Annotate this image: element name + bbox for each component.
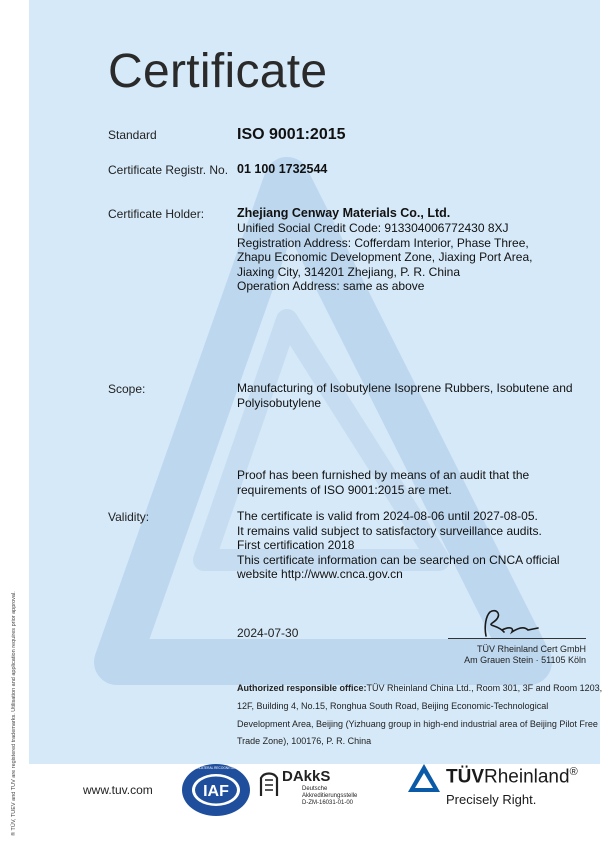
scope-label: Scope:	[108, 382, 146, 396]
brand-reg: ®	[569, 766, 578, 778]
dakks-line: Deutsche	[302, 786, 328, 792]
issuer-block	[448, 644, 586, 666]
authorized-office	[237, 680, 602, 751]
signature-line	[448, 638, 586, 639]
holder-line: Operation Address: same as above	[237, 279, 425, 294]
dakks-logo	[258, 764, 368, 816]
registration-number: 01 100 1732544	[237, 162, 328, 176]
dakks-text	[302, 786, 357, 807]
validity-line: It remains valid subject to satisfactory surveillance audits.	[237, 523, 542, 538]
holder-line: Jiaxing City, 314201 Zhejiang, P. R. China	[237, 264, 461, 279]
brand-name-bold: TÜV	[446, 766, 484, 788]
scope-line: Manufacturing of Isobutylene Isoprene Rubbers, Isobutene and	[237, 381, 573, 395]
trademark-note: ® TÜV, TUEV and TUV are registered trademarks. Utilisation and application requires prior approval.	[11, 591, 17, 836]
authorized-label: Authorized responsible office:	[237, 683, 367, 693]
authorized-line: TÜV Rheinland China Ltd., Room 301, 3F and Room 1203,	[366, 683, 602, 693]
scope-text	[237, 381, 573, 410]
dakks-line: Akkreditierungsstelle	[302, 793, 358, 799]
validity-line: First certification 2018	[237, 538, 355, 553]
standard-value: ISO 9001:2015	[237, 126, 346, 143]
validity-line: The certificate is valid from 2024-08-06 until 2027-08-05.	[237, 509, 538, 523]
iaf-text: IAF	[203, 783, 229, 800]
standard-label: Standard	[108, 128, 157, 142]
validity-label: Validity:	[108, 510, 150, 524]
brand-tagline: Precisely Right.	[446, 792, 537, 807]
holder-line: Unified Social Credit Code: 913304006772430 8XJ	[237, 221, 509, 235]
dakks-code: D-ZM-16031-01-00	[302, 800, 354, 806]
issue-date: 2024-07-30	[237, 626, 299, 640]
issuer-address: Am Grauen Stein · 51105 Köln	[464, 655, 586, 665]
issuer-name: TÜV Rheinland Cert GmbH	[476, 644, 586, 654]
holder-line: Zhapu Economic Development Zone, Jiaxing Port Area,	[237, 250, 533, 265]
scope-line: Polyisobutylene	[237, 395, 322, 410]
holder-details	[237, 221, 533, 294]
iaf-mark-icon	[169, 760, 263, 820]
dakks-eagle-icon	[258, 768, 280, 798]
iaf-ring-text: MEMBER OF MULTILATERAL RECOGNITION ARRANGEMENT	[169, 766, 263, 770]
proof-text	[237, 468, 529, 497]
iaf-logo	[169, 760, 263, 820]
validity-text	[237, 509, 560, 582]
validity-line: This certificate information can be searched on CNCA official	[237, 552, 560, 567]
registration-label: Certificate Registr. No.	[108, 163, 229, 177]
holder-name: Zhejiang Cenway Materials Co., Ltd.	[237, 206, 451, 220]
authorized-line: 12F, Building 4, No.15, Ronghua South Road, Beijing Economic-Technological	[237, 700, 549, 711]
brand-name-rest: Rheinland	[484, 766, 570, 788]
brand-name	[446, 766, 578, 788]
authorized-line: Development Area, Beijing (Yizhuang group in high-end industrial area of Beijing Pilot Free	[237, 718, 598, 729]
holder-line: Registration Address: Cofferdam Interior, Phase Three,	[237, 235, 529, 250]
validity-line: website http://www.cnca.gov.cn	[237, 567, 403, 582]
signature	[472, 606, 544, 640]
authorized-line: Trade Zone), 100176, P. R. China	[237, 736, 372, 747]
proof-line: Proof has been furnished by means of an audit that the	[237, 468, 530, 482]
holder-label: Certificate Holder:	[108, 207, 205, 221]
certificate-title: Certificate	[108, 45, 328, 98]
proof-line: requirements of ISO 9001:2015 are met.	[237, 482, 452, 497]
dakks-name: DAkkS	[282, 768, 331, 785]
tuv-rheinland-logo	[406, 760, 582, 816]
website-link[interactable]: www.tuv.com	[83, 783, 153, 797]
tuv-triangle-icon	[406, 762, 442, 794]
